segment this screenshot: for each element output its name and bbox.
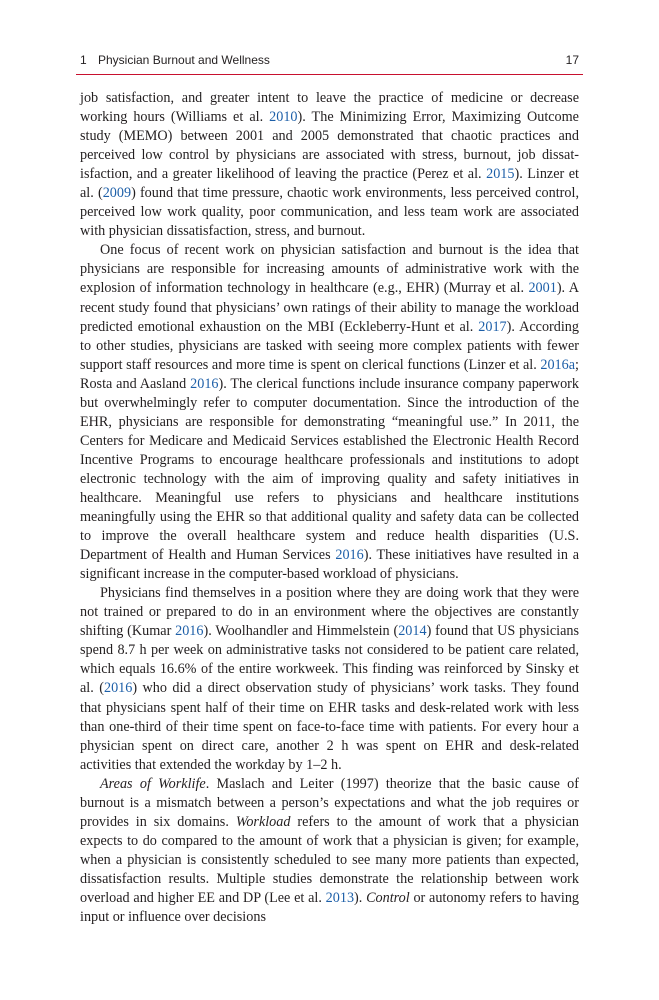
text-run: ). These initiatives have resulted in a significant increase in the computer-based workload of physicians. xyxy=(80,547,580,583)
text-run: ) found that time pressure, chaotic work environments, less perceived control, perceived low work quality, poor communication, and less team work are associated with physician dissatisfaction, stress, and burnout. xyxy=(80,185,579,240)
header-rule xyxy=(76,74,583,75)
text-run: ). The clerical functions include insurance company paperwork but overwhelmingly refer to computer documentation. Since the introduction of the EHR, physicians are responsible for demonstrating “meaningful use.” In 2011, the Centers for Medicare and Medicaid Services established the Electronic Health Record Incentive Programs to encourage healthcare professionals and institutions to adopt electronic technology with the aim of improving quality and safety initiatives in healthcare. Meaningful use refers to physicians and healthcare institutions meaningfully using the EHR so that additional quality and safety data can be collected to improve the overall healthcare system and reduce health disparities (U.S. Department of Health and Human Services xyxy=(80,375,579,564)
paragraph xyxy=(80,89,579,241)
text-run: Physicians find themselves in a position where they are doing work that they were not trained or prepared to do in an environment where the objectives are constantly shifting (Kumar xyxy=(80,585,579,640)
citation-year-link[interactable]: 2016 xyxy=(190,375,219,392)
citation-year-link[interactable]: 2009 xyxy=(102,185,132,202)
text-run: One focus of recent work on physician satisfaction and burnout is the idea that physicians are responsible for increasing amounts of administrative work with the explosion of information technology in healthcare (e.g., EHR) (Murray et al. xyxy=(80,242,579,297)
citation-year-link[interactable]: 2014 xyxy=(398,623,427,640)
citation-year-link[interactable]: 2010 xyxy=(269,109,298,126)
page-number: 17 xyxy=(565,53,579,67)
citation-year-link[interactable]: 2013 xyxy=(325,889,355,906)
text-run: . Maslach and Leiter (1997) theorize that the basic cause of burnout is a mismatch between a person’s expectations and what the job requires or provides in six domains. xyxy=(80,775,579,830)
text-run: ). A recent study found that physicians’ own ratings of their ability to manage the workload predicted emotional exhaustion on the MBI (Eckleberry-Hunt et al. xyxy=(80,280,579,335)
text-run: ) who did a direct observation study of physicians’ work tasks. They found that physicians spent half of their time on EHR tasks and desk-related work with less than one-third of their time spent on face-to-face time with patients. For every hour a physician spent on direct care, another 2 h was spent on EHR and desk-related activities that extended the workday by 1–2 h. xyxy=(80,680,579,773)
citation-year-link[interactable]: 2001 xyxy=(528,280,557,297)
citation-year-link[interactable]: 2016 xyxy=(175,623,204,640)
text-run: ) found that US physicians spend 8.7 h per week on administrative tasks not considered to be patient care related, which equals 16.6% of the entire workweek. This finding was reinforced by Sinsky et al. ( xyxy=(80,623,579,697)
text-run: ). Linzer et al. ( xyxy=(80,166,579,202)
text-run: ). According to other studies, physicians are tasked with seeing more complex patients with fewer support staff resources and more time is spent on clerical functions (Linzer et al. xyxy=(80,318,579,373)
citation-year-link[interactable]: 2016a xyxy=(540,356,576,373)
running-header xyxy=(80,52,579,72)
text-run: ; Rosta and Aasland xyxy=(80,356,579,392)
text-run: refers to the amount of work that a physician expects to do compared to the amount of work that a physician is given; for example, when a physician is consistently scheduled to see many more patients than expected, dissatisfaction results. Multiple studies demonstrate the relationship between work overload and higher EE and DP (Lee et al. xyxy=(80,813,579,906)
italic-term: Areas of Worklife xyxy=(100,775,206,792)
text-run: or autonomy refers to having input or influence over decisions xyxy=(80,889,580,926)
citation-year-link[interactable]: 2017 xyxy=(478,318,507,335)
italic-term: Workload xyxy=(235,813,291,830)
paragraph xyxy=(80,775,579,927)
text-run: ). xyxy=(354,889,367,906)
citation-year-link[interactable]: 2016 xyxy=(335,547,364,564)
text-run: ). Woolhandler and Himmelstein ( xyxy=(203,623,399,640)
text-run: ). The Minimizing Error, Maximizing Outcome study (MEMO) between 2001 and 2005 demonstrated that chaotic practices and perceived low control by physicians are associated with stress, burnout, job dissatisfaction, and a greater likelihood of leaving the practice (Perez et al. xyxy=(80,109,579,183)
chapter-title: Physician Burnout and Wellness xyxy=(98,53,270,67)
paragraph xyxy=(80,584,579,774)
paragraph xyxy=(80,241,579,584)
italic-term: Control xyxy=(366,889,410,906)
citation-year-link[interactable]: 2016 xyxy=(103,680,133,697)
citation-year-link[interactable]: 2015 xyxy=(486,166,515,183)
text-run: job satisfaction, and greater intent to leave the practice of medicine or decrease working hours (Williams et al. xyxy=(80,90,579,126)
body-text xyxy=(80,89,579,927)
chapter-number: 1 xyxy=(80,53,87,67)
